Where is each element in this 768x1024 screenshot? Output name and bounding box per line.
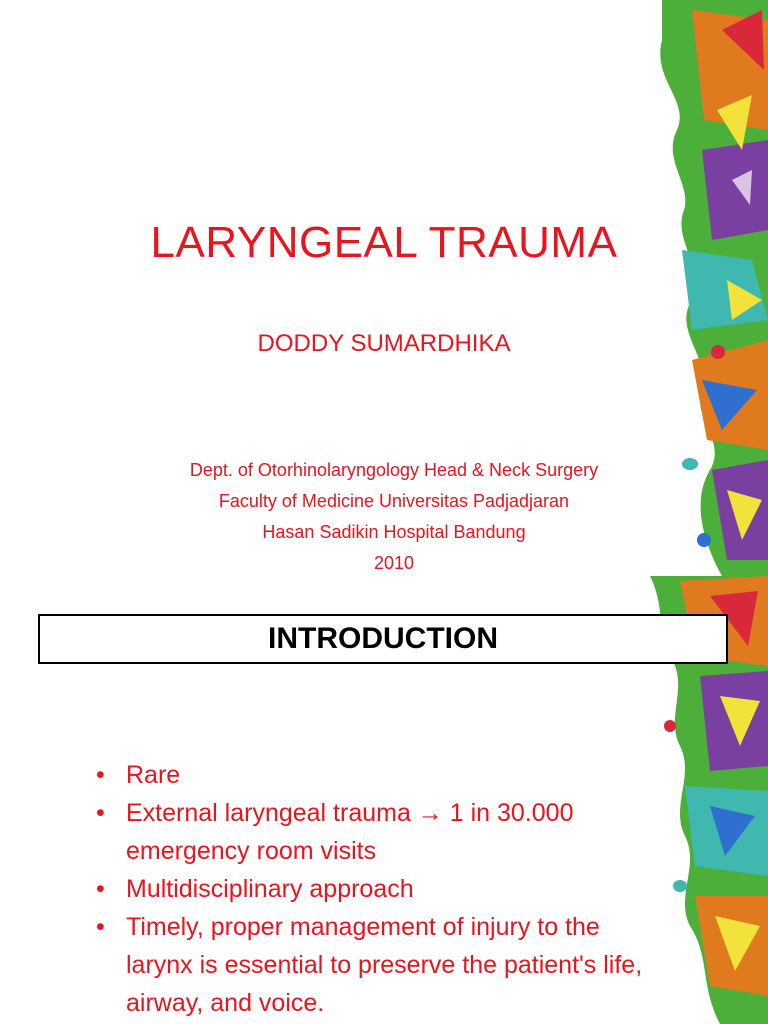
- bullet-item: • Rare: [96, 756, 656, 794]
- author-name: DODDY SUMARDHIKA: [257, 330, 511, 357]
- affiliation-year: 2010: [373, 553, 415, 573]
- bullet-item: • Timely, proper management of injury to the larynx is essential to preserve the patient's life, airway, and voice.: [96, 908, 656, 1022]
- introduction-slide: [0, 576, 768, 1024]
- bullet-item: • External laryngeal trauma → 1 in 30.000 emergency room visits: [96, 794, 656, 870]
- affiliation-line: Hasan Sadikin Hospital Bandung: [262, 522, 526, 542]
- section-heading: INTRODUCTION: [268, 622, 498, 655]
- bullet-list: [96, 756, 656, 1024]
- affiliation-line: Dept. of Otorhinolaryngology Head & Neck Surgery: [189, 460, 599, 480]
- presentation-title: LARYNGEAL TRAUMA: [150, 218, 618, 267]
- affiliation-line: Faculty of Medicine Universitas Padjadjaran: [218, 491, 570, 511]
- bullet-item: • Multidisciplinary approach: [96, 870, 656, 908]
- affiliation-block: [0, 455, 768, 576]
- section-heading-box: [38, 614, 728, 664]
